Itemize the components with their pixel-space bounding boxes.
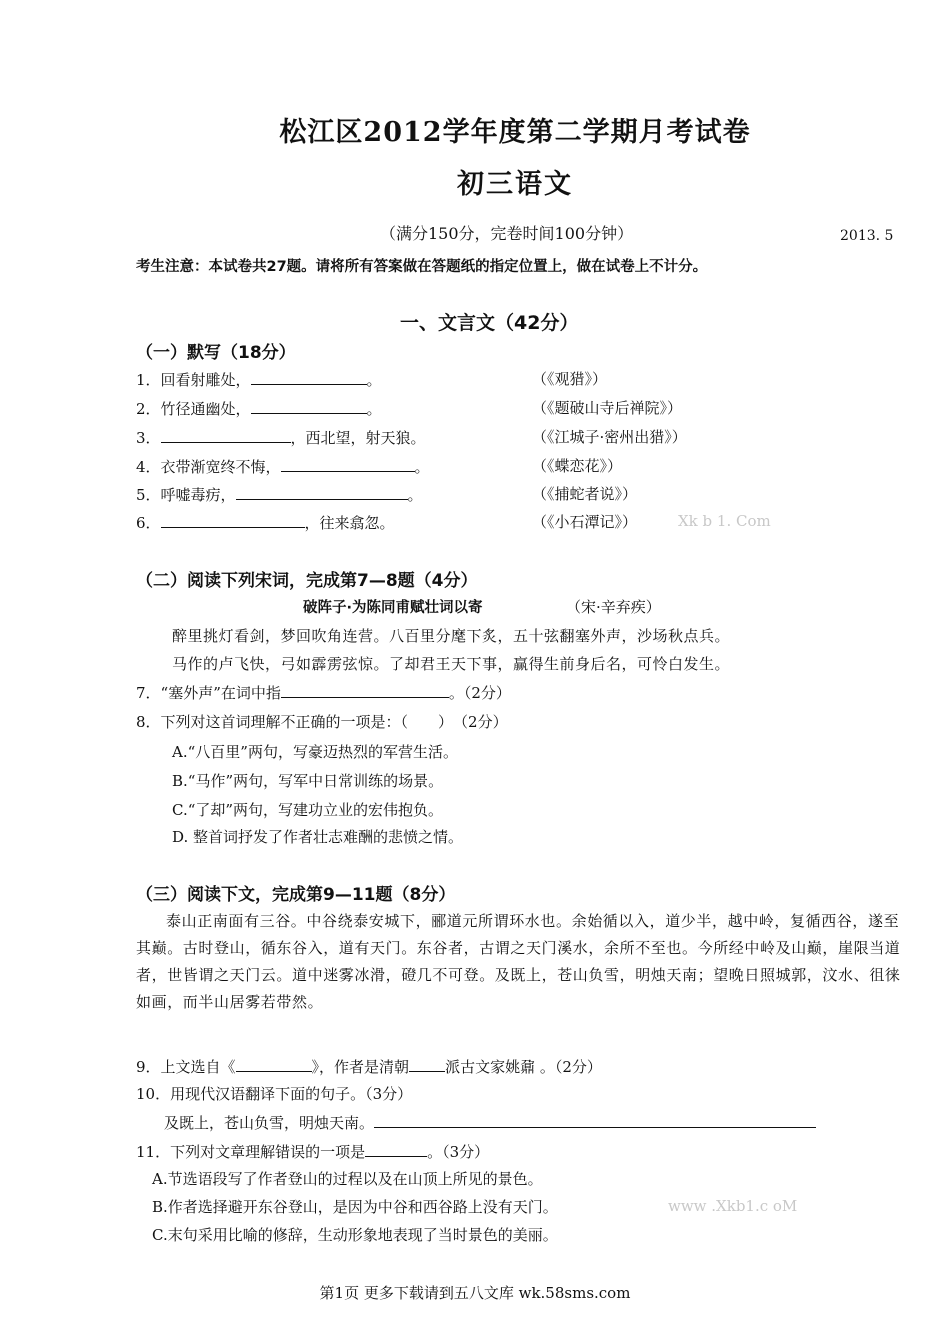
poem-line-2: 马作的卢飞快，弓如霹雳弦惊。了却君王天下事，赢得生前身后名，可怜白发生。: [172, 655, 731, 673]
question-10-sentence: 及既上，苍山负雪，明烛天南。: [164, 1111, 816, 1133]
question-4-source: （《蝶恋花》）: [532, 457, 623, 475]
option-d: D. 整首词抒发了作者壮志难酬的悲愤之情。: [172, 828, 464, 846]
question-5: 5．呼嘘毒疠， 。: [136, 483, 423, 505]
question-9: 9．上文选自《 》，作者是清朝 派古文家姚鼐 。（2分）: [136, 1055, 602, 1077]
exam-title: 松江区2012学年度第二学期月考试卷: [279, 117, 751, 148]
exam-subtitle: 初三语文: [457, 169, 573, 200]
q11-option-a: A.节选语段写了作者登山的过程以及在山顶上所见的景色。: [152, 1170, 543, 1188]
question-3-source: （《江城子·密州出猎》）: [532, 428, 687, 446]
question-7: 7．“塞外声”在词中指 。（2分）: [136, 681, 511, 703]
question-1-source: （《观猎》）: [532, 370, 608, 388]
question-4: 4．衣带渐宽终不悔， 。: [136, 455, 430, 477]
part1-title: （一）默写（18分）: [136, 343, 296, 363]
section-title: 一、文言文（42分）: [400, 312, 579, 334]
watermark-2: www .Xkb1.c oM: [668, 1197, 798, 1215]
q11-option-c: C.末句采用比喻的修辞，生动形象地表现了当时景色的美丽。: [152, 1226, 558, 1244]
q11-option-b: B.作者选择避开东谷登山，是因为中谷和西谷路上没有天门。: [152, 1198, 558, 1216]
question-11: 11．下列对文章理解错误的一项是 。（3分）: [136, 1140, 489, 1162]
part2-title: （二）阅读下列宋词，完成第7—8题（4分）: [136, 571, 478, 591]
poem-author: （宋·辛弃疾）: [566, 598, 661, 616]
passage: 泰山正南面有三谷。中谷绕泰安城下，郦道元所谓环水也。余始循以入，道少半，越中岭，复循西谷，遂至其巅。古时登山，循东谷入，道有天门。东谷者，古谓之天门溪水，余所不至也。今所经中岭及山巅，崖限当道者，世皆谓之天门云。道中迷雾冰滑，磴几不可登。及既上，苍山负雪，明烛天南；望晚日照城郭，汶水、徂徕如画，而半山居雾若带然。: [136, 912, 901, 1011]
question-3: 3． ，西北望，射天狼。: [136, 426, 426, 448]
option-a: A.“八百里”两句，写豪迈热烈的军营生活。: [172, 743, 458, 761]
exam-date: 2013. 5: [840, 228, 894, 244]
question-6: 6． ，往来翕忽。: [136, 511, 395, 533]
question-2-source: （《题破山寺后禅院》）: [532, 399, 683, 417]
question-10: 10．用现代汉语翻译下面的句子。（3分）: [136, 1085, 413, 1103]
question-8: 8．下列对这首词理解不正确的一项是：（ ） （2分）: [136, 713, 508, 731]
poem-title: 破阵子·为陈同甫赋壮词以寄: [303, 600, 483, 616]
score-info: （满分150分，完卷时间100分钟）: [380, 224, 634, 243]
exam-notice: 考生注意：本试卷共27题。请将所有答案做在答题纸的指定位置上，做在试卷上不计分。: [136, 259, 708, 275]
part3-title: （三）阅读下文，完成第9—11题（8分）: [136, 885, 456, 905]
option-b: B.“马作”两句，写军中日常训练的场景。: [172, 772, 444, 790]
poem-line-1: 醉里挑灯看剑，梦回吹角连营。八百里分麾下炙，五十弦翻塞外声，沙场秋点兵。: [172, 627, 731, 645]
page-footer: 第1页 更多下载请到五八文库 wk.58sms.com: [319, 1284, 631, 1302]
question-5-source: （《捕蛇者说》）: [532, 485, 638, 503]
watermark: Xk b 1. Com: [678, 512, 771, 530]
question-6-source: （《小石潭记》）: [532, 513, 638, 531]
question-1: 1．回看射雕处， 。: [136, 368, 382, 390]
question-2: 2．竹径通幽处， 。: [136, 397, 382, 419]
option-c: C.“了却”两句，写建功立业的宏伟抱负。: [172, 801, 444, 819]
